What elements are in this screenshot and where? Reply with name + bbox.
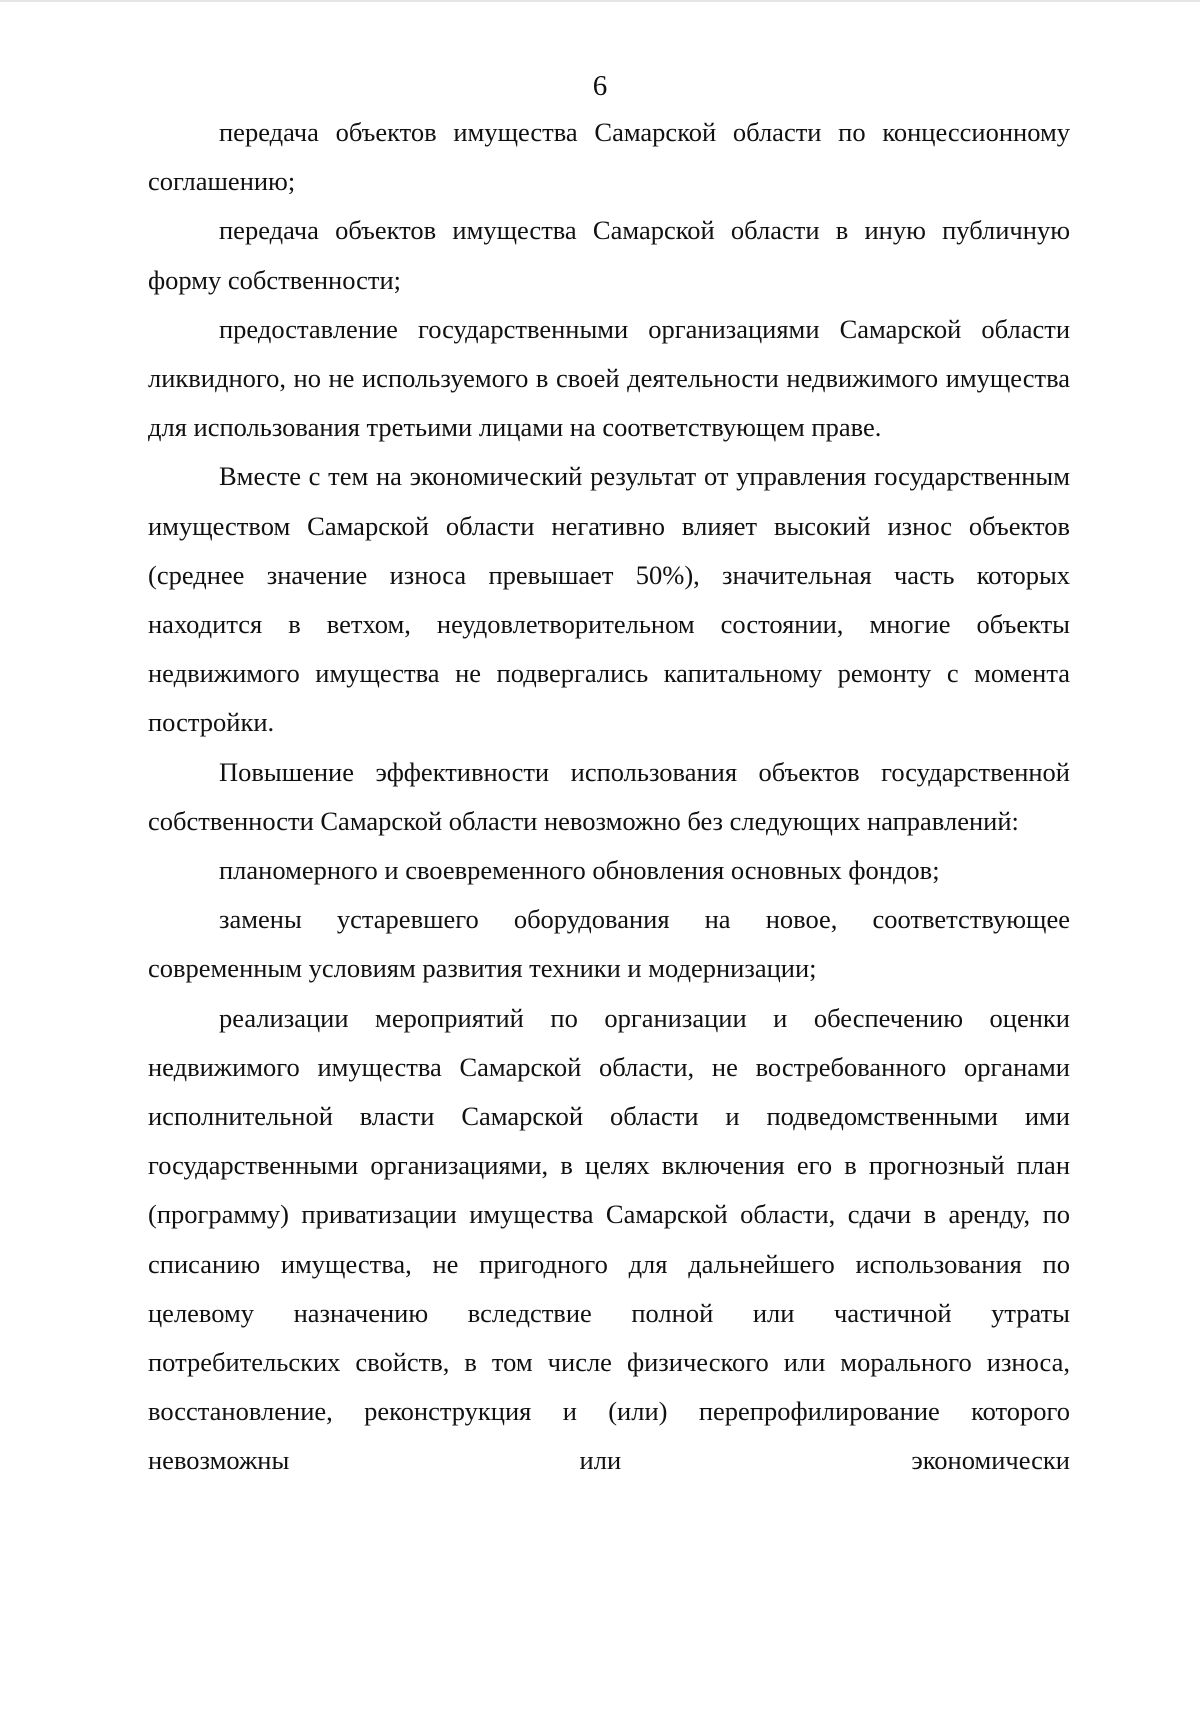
scan-edge (0, 0, 1200, 2)
paragraph: предоставление государственными организациями Самарской области ликвидного, но не используемого в своей деятельности недвижимого имущества для использования третьими лицами на соответствующем праве. (148, 313, 1070, 443)
paragraph: реализации мероприятий по организации и обеспечению оценки недвижимого имущества Самарской области, не востребованного органами исполнительной власти Самарской области и подведомственными ими государственными организациями, в целях включения его в прогнозный план (программу) приватизации имущества Самарской области, сдачи в аренду, по списанию имущества, не пригодного для дальнейшего использования по целевому назначению вследствие полной или частичной утраты потребительских свойств, в том числе физического или морального износа, восстановление, реконструкция и (или) перепрофилирование которого невозможны или экономически (148, 1002, 1070, 1476)
paragraph: передача объектов имущества Самарской области в иную публичную форму собственности; (148, 215, 1070, 295)
paragraph: Повышение эффективности использования объектов государственной собственности Самарской области невозможно без следующих направлений: (148, 756, 1070, 836)
page-number: 6 (592, 70, 608, 102)
paragraph: Вместе с тем на экономический результат от управления государственным имуществом Самарской области негативно влияет высокий износ объектов (среднее значение износа превышает 50%), значительная часть которых находится в ветхом, неудовлетворительном состоянии, многие объекты недвижимого имущества не подвергались капитальному ремонту с момента постройки. (148, 461, 1070, 738)
document-body (148, 108, 1070, 1486)
paragraph: планомерного и своевременного обновления основных фондов; (219, 855, 940, 886)
paragraph: передача объектов имущества Самарской области по концессионному соглашению; (148, 117, 1070, 197)
paragraph: замены устаревшего оборудования на новое, соответствующее современным условиям развития техники и модернизации; (148, 904, 1070, 984)
